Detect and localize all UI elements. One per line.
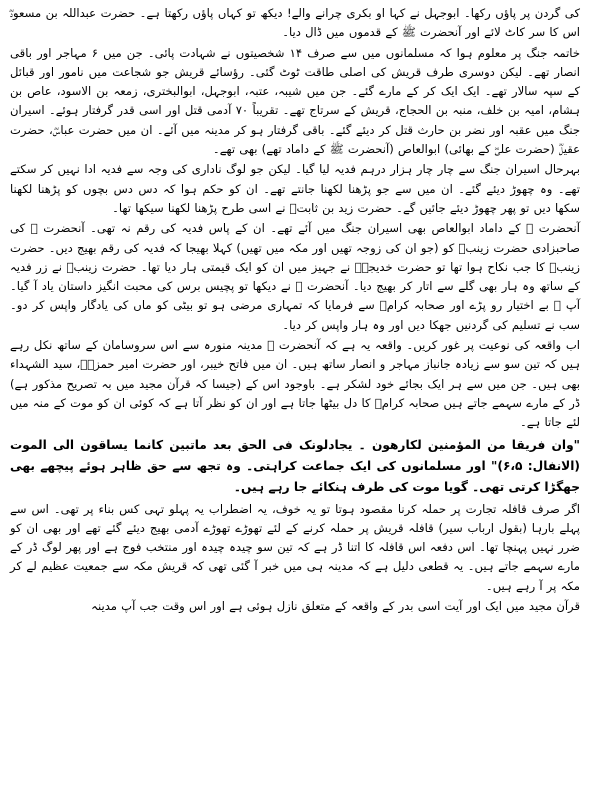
paragraph-4: آنحضرت ﷺ کے داماد ابوالعاص بھی اسیران جنگ میں آئے تھے۔ ان کے پاس فدیہ کی رقم نہ تھی۔ آنحضرت ﷺ کی صاحبزادی حضرت زینبؓ کو (جو ان کی زوجہ تھیں اور مکہ میں تھیں) کہلا بھیجا کہ فدیہ کی رقم بھیج دیں۔ حضرت زینبؓ کا جب نکاح ہوا تھا تو حضرت خدیجہؓ نے جہیز میں ان کو ایک قیمتی ہار دیا تھا۔ حضرت زینبؓ نے زر فدیہ کے ساتھ وہ ہار بھی گلے سے اتار کر بھیج دیا۔ آنحضرت ﷺ نے دیکھا تو پچیس برس کی محبت انگیز داستان یاد آ گیا۔ آپ ﷺ بے اختیار رو پڑے اور صحابہ کرامؓ سے فرمایا کہ تمہاری مرضی ہو تو بیٹی کو ماں کی یادگار واپس کر دو۔ سب نے تسلیم کی گردنیں جھکا دیں اور وہ ہار واپس کر دیا۔ xyxy=(10,221,580,332)
paragraph-5: اب واقعہ کی نوعیت پر غور کریں۔ واقعہ یہ ہے کہ آنحضرت ﷺ مدینہ منورہ سے اس سروسامان کے ساتھ نکل رہے ہیں کہ تین سو سے زیادہ جانباز مہاجر و انصار ساتھ ہیں۔ ان میں فاتح خیبر، اور حضرت امیر حمزہؓ، سید الشہداء بھی ہیں۔ جن میں سے ہر ایک بجائے خود لشکر ہے۔ باوجود اس کے (جیسا کہ قرآن مجید میں بہ تصریح مذکور ہے) ڈر کے مارے سہمے جاتے ہیں صحابہ کرامؓ کا دل بیٹھا جاتا ہے اور ان کو نظر آتا ہے کہ کوئی ان کو موت کے منہ میں لئے جاتا ہے۔ xyxy=(10,338,580,430)
paragraph-7: قرآن مجید میں ایک اور آیت اسی بدر کے واقعہ کے متعلق نازل ہوئی ہے اور اس وقت جب آپ مدینہ xyxy=(91,599,580,614)
paragraph-6: اگر صرف قافلہ تجارت پر حملہ کرنا مقصود ہوتا تو یہ خوف، یہ اضطراب یہ پہلو تہی کس بناء پر تھی۔ اس سے پہلے بارہا (بقول ارباب سیر) قافلہ قریش پر حملہ کرنے کے لئے تھوڑے تھوڑے آدمی بھیج دیئے گئے تھے اور بھی ان کو ضرر نہیں پہنچا تھا۔ اس دفعہ اس قافلہ کا اتنا ڈر ہے کہ تین سو چیدہ چیدہ اور منتخب فوج ہے اور پھر لوگ ڈر کے مارے سہمے جاتے ہیں۔ یہ قطعی دلیل ہے کہ مدینہ ہی میں خبر آ گئی تھی کہ قریش مکہ سے جمعیت عظیم لے کر مکہ پر آ رہے ہیں۔ xyxy=(10,501,580,593)
paragraph-2: خاتمہ جنگ پر معلوم ہوا کہ مسلمانوں میں سے صرف ۱۴ شخصیتوں نے شہادت پائی۔ جن میں ۶ مہاجر اور باقی انصار تھے۔ لیکن دوسری طرف قریش کی اصلی طاقت ٹوٹ گئی۔ رؤسائے قریش جو شجاعت میں نامور اور قبائل کے سپہ سالار تھے۔ ایک ایک کر کے مارے گئے۔ جن میں شیبہ، عتبہ، ابوجہل، ابوالبختری، زمعہ بن الاسود، عاص بن ہشام، امیہ بن خلف، منبہ بن الحجاج، قریش کے سرتاج تھے۔ تقریباً ۷۰ آدمی قتل اور اسی قدر گرفتار ہوئے۔ اسیران جنگ میں عقبہ اور نضر بن حارث قتل کر دیئے گئے۔ باقی گرفتار ہو کر مدینہ میں آئے۔ ان میں حضرت عباسؓ، حضرت عقیلؓ (حضرت علیؓ کے بھائی) ابوالعاص (آنحضرت ﷺ کے داماد تھے) بھی تھے۔ xyxy=(10,45,580,157)
paragraph-1: کی گردن پر پاؤں رکھا۔ ابوجہل نے کہا او بکری چرانے والے! دیکھ تو کہاں پاؤں رکھتا ہے۔ حضرت عبداللہ بن مسعودؓ اس کا سر کاٹ لائے اور آنحضرت ﷺ کے قدموں میں ڈال دیا۔ xyxy=(10,6,580,40)
paragraph-3: بہرحال اسیران جنگ سے چار چار ہزار درہم فدیہ لیا گیا۔ لیکن جو لوگ ناداری کی وجہ سے فدیہ ادا نہیں کر سکتے تھے۔ وہ چھوڑ دیئے گئے۔ ان میں سے جو پڑھنا لکھنا جانتے تھے۔ ان کو حکم ہوا کہ دس دس بچوں کو پڑھنا لکھنا سکھا دیں تو پھر چھوڑ دیئے جائیں گے۔ حضرت زید بن ثابتؓ نے اسی طرح پڑھنا لکھنا سیکھا تھا۔ xyxy=(10,162,580,215)
quran-quote: "وان فریقا من المؤمنین لکارھون ۔ یجادلونک فی الحق بعد ماتبین کانما یساقون الی الموت (الانفال: ۶،۵)" اور مسلمانوں کی ایک جماعت کراہتی۔ وہ تجھ سے حق ظاہر ہوئے پیچھے بھی جھگڑا کرتی تھی۔ گویا موت کی طرف ہنکائے جا رہے ہیں۔ xyxy=(10,437,580,494)
